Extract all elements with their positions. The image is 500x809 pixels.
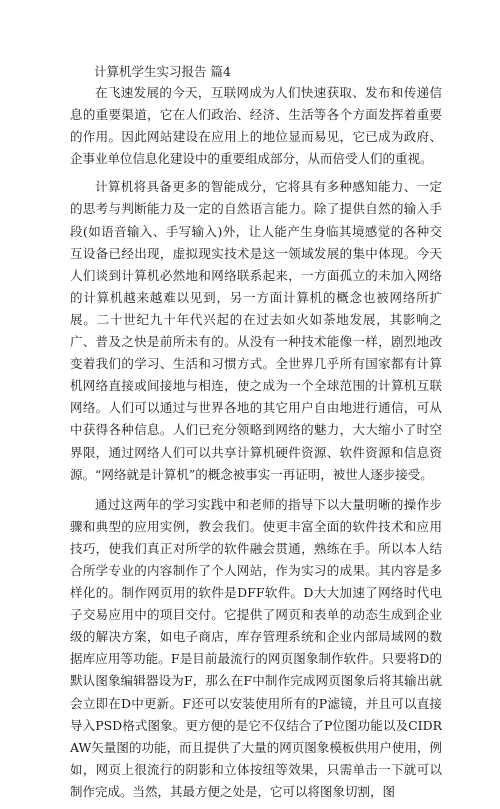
paragraph: 在飞速发展的今天，互联网成为人们快速获取、发布和传递信息的重要渠道，它在人们政治、经济、生活等各个方面发挥着重要的作用。因此网站建设在应用上的地位显而易见，它已成为政府、企事业单位信息化建设中的重要组成部分，从而倍受人们的重视。	[70, 85, 442, 167]
paragraph: 通过这两年的学习实践中和老师的指导下以大量明晰的操作步骤和典型的应用实例，教会我们。使更丰富全面的软件技术和应用技巧，使我们真正对所学的软件融会贯通，熟练在手。所以本人结合所学专业的内容制作了个人网站，作为实习的成果。其内容是多样化的。制作网页用的软件是DFF软件。D大大加速了网络时代电子交易应用中的项目交付。它提供了网页和表单的动态生成到企业级的解决方案，如电子商店，库存管理系统和企业内部局域网的数据库应用等功能。F是目前最流行的网页图象制作软件。只要将D的默认图象编辑器设为F，那么在F中制作完成网页图象后将其输出就会立即在D中更新。F还可以安装使用所有的P滤镜，并且可以直接导入PSD格式图象。更方便的是它不仅结合了P位图功能以及CIDRAW矢量图的功能，而且提供了大量的网页图象模板供用户使用，例如，网页上很流行的阴影和立体按纽等效果，只需单击一下就可以制作完成。当然，其最方便之处是，它可以将图象切割，图	[70, 496, 442, 799]
paragraph: 计算机将具备更多的智能成分，它将具有多种感知能力、一定的思考与判断能力及一定的自然语言能力。除了提供自然的输入手段(如语音输入、手写输入)外，让人能产生身临其境感觉的各种交互设备已经出现，虚拟现实技术是这一领域发展的集中体现。今天人们谈到计算机必然地和网络联系起来，一方面孤立的未加入网络的计算机越来越难以见到，另一方面计算机的概念也被网络所扩展。二十世纪九十年代兴起的在过去如火如荼地发展，其影响之广、普及之快是前所未有的。从没有一种技术能像一样，剧烈地改变着我们的学习、生活和习惯方式。全世界几乎所有国家都有计算机网络直接或间接地与相连，使之成为一个全球范围的计算机互联网络。人们可以通过与世界各地的其它用户自由地进行通信，可从中获得各种信息。人们已充分领略到网络的魅力，大大缩小了时空界限，通过网络人们可以共享计算机硬件资源、软件资源和信息资源。“网络就是计算机”的概念被事实一再证明，被世人逐步接受。	[70, 179, 442, 482]
document-body	[70, 82, 442, 809]
document-title: 计算机学生实习报告 篇4	[94, 64, 231, 79]
